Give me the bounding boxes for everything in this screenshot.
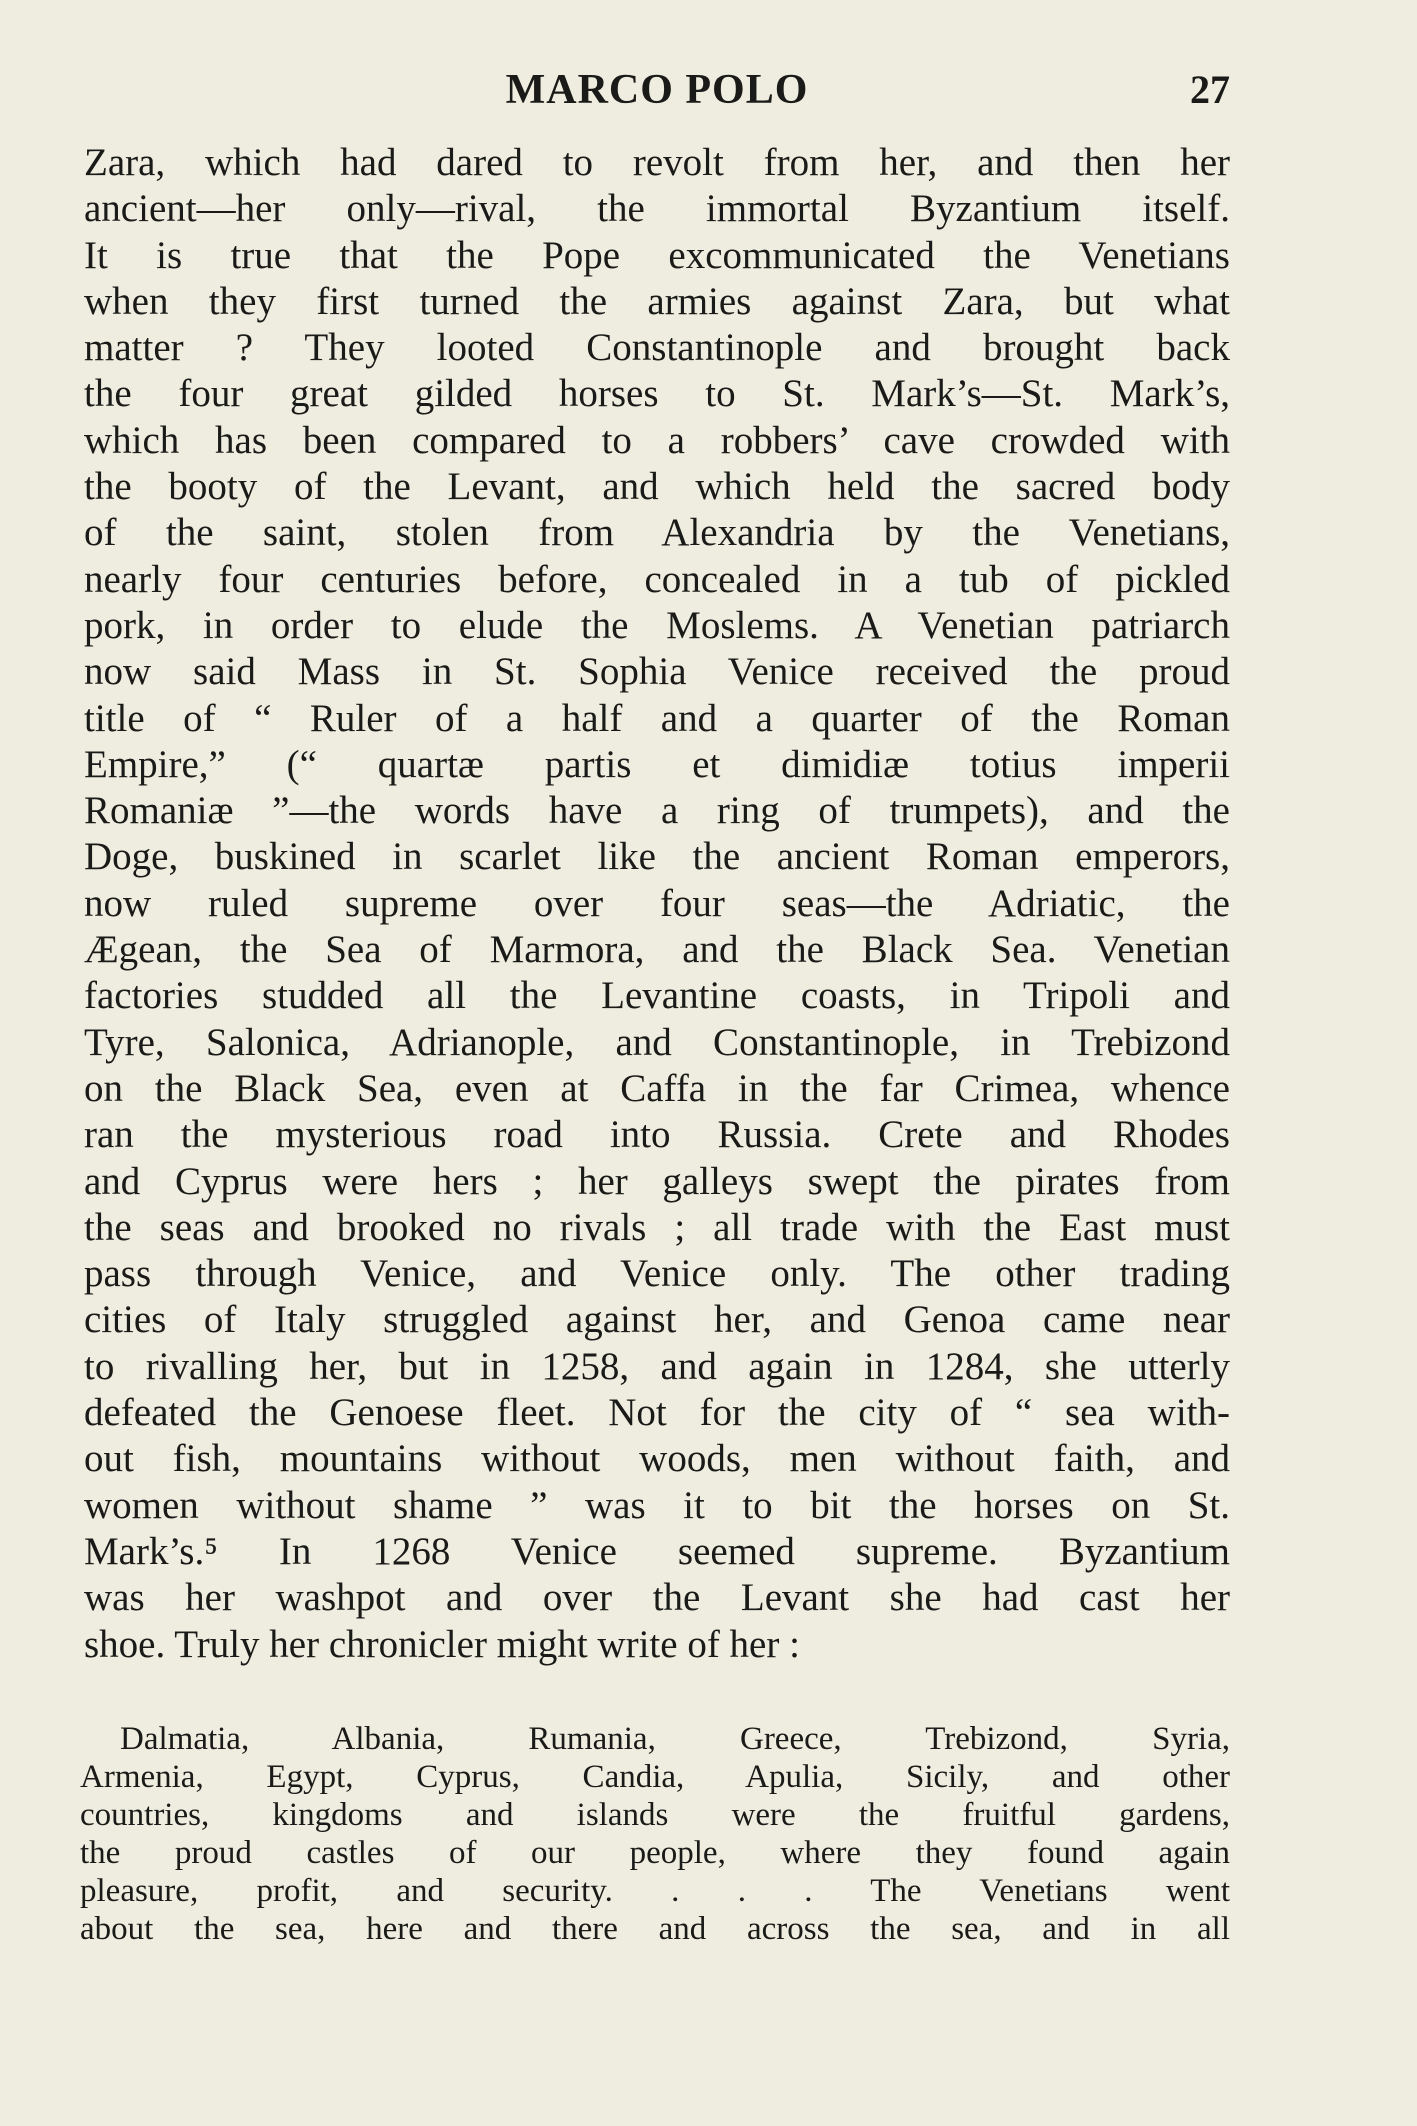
text-line: on the Black Sea, even at Caffa in the far Crimea, whence	[84, 1066, 1230, 1110]
text-line: Mark’s.⁵ In 1268 Venice seemed supreme. Byzantium	[84, 1529, 1230, 1573]
text-line: pork, in order to elude the Moslems. A Venetian patriarch	[84, 603, 1230, 647]
text-line: nearly four centuries before, concealed in a tub of pickled	[84, 557, 1230, 601]
text-line: which has been compared to a robbers’ cave crowded with	[84, 418, 1230, 462]
quote-line: countries, kingdoms and islands were the fruitful gardens,	[80, 1797, 1230, 1833]
text-line: the booty of the Levant, and which held the sacred body	[84, 465, 1230, 509]
text-line: defeated the Genoese fleet. Not for the city of “ sea with-	[84, 1391, 1230, 1435]
text-line: and Cyprus were hers ; her galleys swept the pirates from	[84, 1159, 1230, 1203]
text-line: title of “ Ruler of a half and a quarter of the Roman	[84, 696, 1230, 740]
text-line: the seas and brooked no rivals ; all trade with the East must	[84, 1205, 1230, 1249]
text-line: Ægean, the Sea of Marmora, and the Black Sea. Venetian	[84, 928, 1230, 972]
text-line: pass through Venice, and Venice only. The other trading	[84, 1252, 1230, 1296]
quote-line: the proud castles of our people, where they found again	[80, 1835, 1230, 1871]
block-quote	[80, 1720, 1230, 1948]
text-line: matter ? They looted Constantinople and brought back	[84, 326, 1230, 370]
text-line: now said Mass in St. Sophia Venice received the proud	[84, 650, 1230, 694]
text-line: Zara, which had dared to revolt from her, and then her	[84, 141, 1230, 184]
text-line: ancient—her only—rival, the immortal Byzantium itself.	[84, 187, 1230, 231]
text-line: Doge, buskined in scarlet like the ancient Roman emperors,	[84, 835, 1230, 879]
quote-line: pleasure, profit, and security. . . . The Venetians went	[80, 1873, 1230, 1909]
body-paragraph	[84, 140, 1230, 1668]
text-line: was her washpot and over the Levant she had cast her	[84, 1576, 1230, 1620]
text-line: the four great gilded horses to St. Mark’s—St. Mark’s,	[84, 372, 1230, 416]
text-line: to rivalling her, but in 1258, and again in 1284, she utterly	[84, 1344, 1230, 1388]
running-head	[84, 66, 1230, 122]
running-title: MARCO POLO	[505, 67, 809, 113]
text-line: women without shame ” was it to bit the horses on St.	[84, 1483, 1230, 1527]
page-number: 27	[1190, 67, 1230, 112]
quote-line: Dalmatia, Albania, Rumania, Greece, Trebizond, Syria,	[120, 1721, 1230, 1757]
text-line: shoe. Truly her chronicler might write of her :	[84, 1622, 800, 1666]
text-line: ran the mysterious road into Russia. Crete and Rhodes	[84, 1113, 1230, 1157]
text-line: of the saint, stolen from Alexandria by the Venetians,	[84, 511, 1230, 555]
text-line: Empire,” (“ quartæ partis et dimidiæ totius imperii	[84, 742, 1230, 786]
text-line: Romaniæ ”—the words have a ring of trumpets), and the	[84, 789, 1230, 833]
text-line: out fish, mountains without woods, men without faith, and	[84, 1437, 1230, 1481]
quote-line: Armenia, Egypt, Cyprus, Candia, Apulia, Sicily, and other	[80, 1759, 1230, 1795]
text-line: It is true that the Pope excommunicated the Venetians	[84, 233, 1230, 277]
text-line: when they first turned the armies against Zara, but what	[84, 279, 1230, 323]
text-line: now ruled supreme over four seas—the Adriatic, the	[84, 881, 1230, 925]
text-line: Tyre, Salonica, Adrianople, and Constantinople, in Trebizond	[84, 1020, 1230, 1064]
text-line: cities of Italy struggled against her, and Genoa came near	[84, 1298, 1230, 1342]
text-line: factories studded all the Levantine coasts, in Tripoli and	[84, 974, 1230, 1018]
quote-line: about the sea, here and there and across the sea, and in all	[80, 1911, 1230, 1947]
